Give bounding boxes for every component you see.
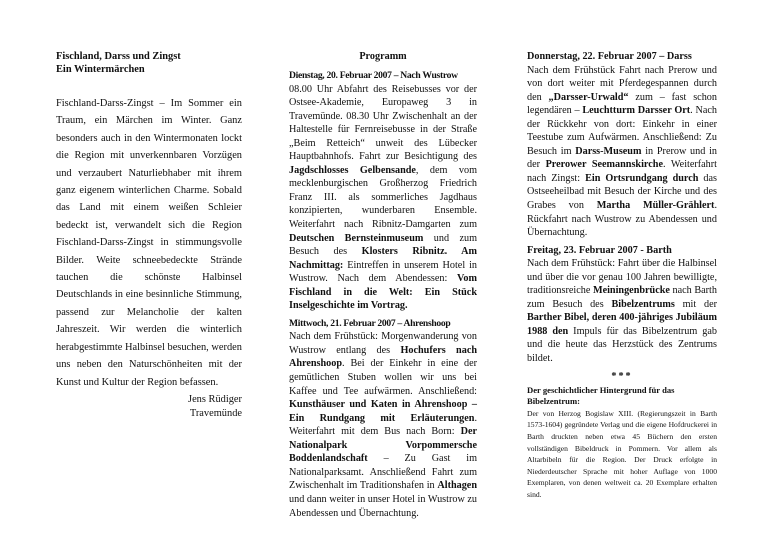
history-text: Der von Herzog Bogislaw XIII. (Regierungszeit in Barth 1573-1604) gegründete Verlag und die eigene Hofdruckerei in Barth druckten neben etwa 45 Büchern den ersten vollständigen Bibeldruck in Pommern. Vor allem als Altarbibeln für die Region. Der Druck erfolgte in Niederdeutscher Sprache mit hoher Auflage von 1000 Exemplaren, von denen weltweit ca. 20 Exemplare erhalten sind. <box>527 408 717 499</box>
day-3-block <box>527 50 717 240</box>
day-1-block <box>289 69 477 313</box>
separator-stars: *** <box>611 370 633 382</box>
intro-title <box>56 50 242 76</box>
day-2-heading: Mittwoch, 21. Februar 2007 – Ahrenshoop <box>289 317 451 329</box>
day-2-text: Nach dem Frühstück: Morgenwanderung von Wustrow entlang des Hochufers nach Ahrenshoop. Bei der Einkehr in eine der gemütlichen Stuben wollen wir uns bei Kaffee und Tee aufwärmen. Anschließend: Kunsthäuser und Katen in Ahrenshoop – Ein Rundgang mit Erläuterungen. Weiterfahrt mit dem Bus nach Born: Der Nationalpark Vorpommersche Boddenlandschaft – Zu Gast im Nationalparksamt. Anschließend Fahrt zum Zwischenhalt im Traditionshafen in Althagen und dann weiter in unser Hotel in Wustrow zu Abendessen und Übernachtung. <box>289 331 478 519</box>
program-column <box>289 50 477 524</box>
day-3-text: Nach dem Frühstück Fahrt nach Prerow und von dort weiter mit Pferdegespannen durch den „Darsser-Urwald“ zum – fast schon legendären – Leuchtturm Darsser Ort. Nach der Rückkehr von dort: Einkehr in einer Teestube zum Aufwärmen. Anschließend: Zu Besuch im Darss-Museum in Prerow und in der Prerower Seemannskirche. Weiterfahrt nach Zingst: Ein Ortsrundgang durch das Ostseeheilbad mit Besuch der Kirche und des Grabes von Martha Müller-Grählert. Rückfahrt nach Wustrow zu Abendessen und Übernachtung. <box>527 64 718 239</box>
intro-paragraph: Fischland-Darss-Zingst – Im Sommer ein Traum, ein Märchen im Winter. Ganz besonders auch in den Wintermonaten lockt die Region mit unverkennbaren Vorzügen und verzaubert Naturliebhaber mit ihrem ganz eigenem winterlichen Charme. Sobald das Land mit einem weißen Schleier bedeckt ist, verwandelt sich die Region Fischland-Darss-Zingst in stimmungsvolle Bilder. Weite schneebedeckte Strände tauchen die schönste Halbinsel Deutschlands in eine besinnliche Stimmung, passend zur Melancholie der kalten Jahreszeit. Wir werden die winterlich herabgestimmte Halbinsel besuchen, werden uns neben den Naturschönheiten mit der Kunst und Kultur der Region befassen. <box>56 98 242 388</box>
program-column-2 <box>527 50 717 501</box>
day-2-block <box>289 317 477 520</box>
intro-title-line1: Fischland, Darss und Zingst <box>56 51 181 62</box>
day-4-heading: Freitag, 23. Februar 2007 - Barth <box>527 244 672 256</box>
day-1-heading: Dienstag, 20. Februar 2007 – Nach Wustrow <box>289 70 458 81</box>
day-4-block <box>527 244 717 366</box>
intro-column <box>56 50 242 421</box>
day-3-heading: Donnerstag, 22. Februar 2007 – Darss <box>527 51 692 62</box>
signature-place: Travemünde <box>189 407 242 419</box>
intro-title-line2: Ein Wintermärchen <box>56 64 145 75</box>
signature <box>56 393 242 421</box>
signature-author: Jens Rüdiger <box>188 393 242 405</box>
day-4-text: Nach dem Frühstück: Fahrt über die Halbinsel und über die vor genau 100 Jahren bewilligte, traditionsreiche Meiningenbrücke nach Barth zum Besuch des Bibelzentrums mit der Barther Bibel, deren 400-jähriges Jubiläum 1988 den Impuls für das Bibelzentrum gab und die heute das Herzstück des Zentrums bildet. <box>527 258 717 365</box>
history-heading: Der geschichtlicher Hintergrund für das Bibelzentrum: <box>527 384 675 407</box>
day-1-text: 08.00 Uhr Abfahrt des Reisebusses vor der Ostsee-Akademie, Europaweg 3 in Travemünde. 08.30 Uhr Zwischenhalt an der Haltestelle für Fernreisebusse in der Straße „Beim Retteich“ unweit des Lübecker Hauptbahnhofs. Fahrt zur Besichtigung des Jagdschlosses Gelbensande, dem vom mecklenburgischen Großherzog Friedrich Franz III. als sommerliches Jagdhaus konzipierten, wunderbaren Ensemble. Weiterfahrt nach Ribnitz-Damgarten zum Deutschen Bernsteinmuseum und zum Besuch des Klosters Ribnitz. Am Nachmittag: Eintreffen in unserem Hotel in Wustrow. Nach dem Abendessen: Vom Fischland in die Welt: Ein Stück Inselgeschichte im Vortrag. <box>289 83 477 312</box>
program-heading: Programm <box>359 51 407 62</box>
